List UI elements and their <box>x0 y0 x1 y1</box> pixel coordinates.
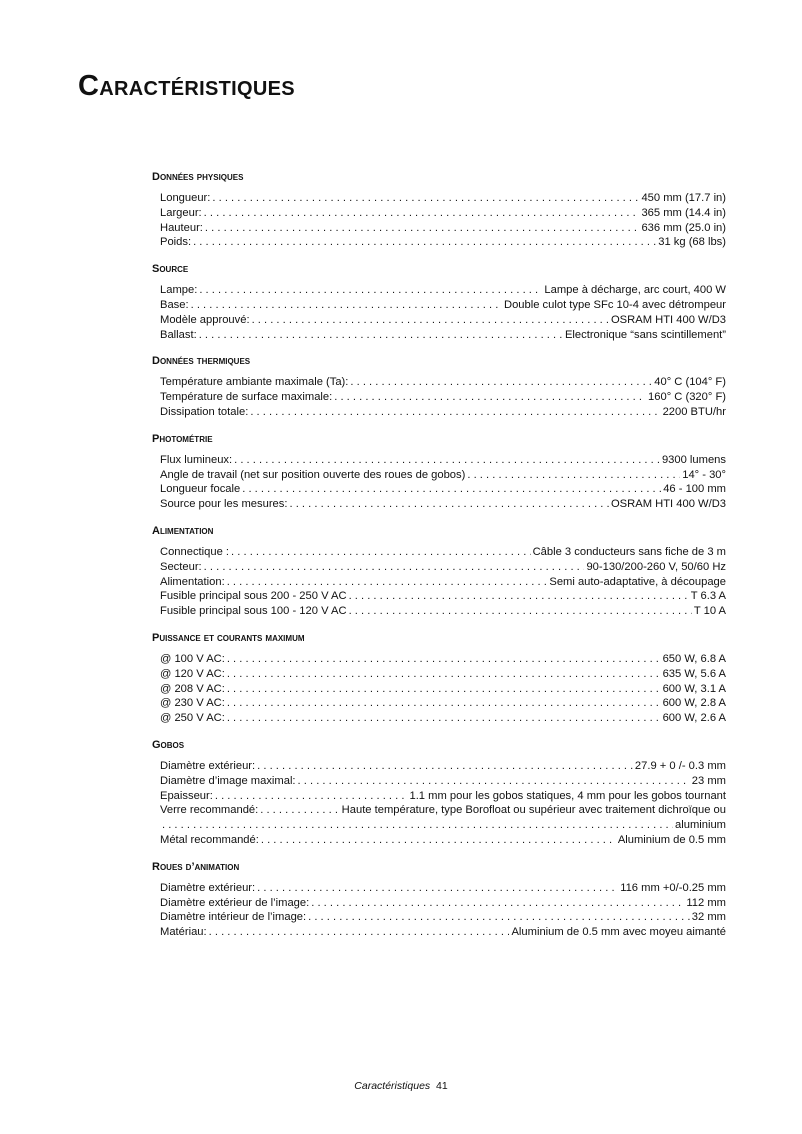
spec-row <box>160 910 726 925</box>
dot-leader <box>191 298 502 313</box>
spec-row <box>160 390 726 405</box>
spec-row <box>160 560 726 575</box>
dot-leader <box>204 560 585 575</box>
spec-label: Modèle approuvé: <box>160 313 250 326</box>
dot-leader <box>227 682 661 697</box>
spec-label: Longueur focale <box>160 483 241 496</box>
spec-value: 600 W, 2.6 A <box>662 712 726 725</box>
dot-leader <box>231 545 531 560</box>
spec-section <box>152 860 726 940</box>
spec-label: Hauteur: <box>160 221 203 234</box>
dot-leader <box>227 652 661 667</box>
spec-row <box>160 283 726 298</box>
spec-value: 650 W, 6.8 A <box>662 652 726 665</box>
spec-row <box>160 759 726 774</box>
dot-leader <box>289 497 609 512</box>
spec-label: Source pour les mesures: <box>160 498 288 511</box>
spec-value: 31 kg (68 lbs) <box>658 236 726 249</box>
spec-value: Double culot type SFc 10-4 avec détrompeur <box>503 298 726 311</box>
spec-row <box>160 206 726 221</box>
spec-label: Matériau: <box>160 926 207 939</box>
dot-leader <box>199 328 563 343</box>
spec-label: Base: <box>160 298 189 311</box>
dot-leader <box>467 468 680 483</box>
spec-label: Epaisseur: <box>160 789 213 802</box>
spec-row <box>160 711 726 726</box>
dot-leader <box>257 759 633 774</box>
spec-value: 450 mm (17.7 in) <box>641 192 726 204</box>
spec-label: Diamètre intérieur de l’image: <box>160 911 307 924</box>
dot-leader <box>252 313 609 328</box>
dot-leader <box>209 925 510 940</box>
spec-label: @ 208 V AC: <box>160 682 225 695</box>
dot-leader <box>349 589 689 604</box>
spec-row <box>160 881 726 896</box>
spec-label: Fusible principal sous 100 - 120 V AC <box>160 605 347 618</box>
spec-row <box>160 468 726 483</box>
section-heading: Source <box>152 263 189 276</box>
spec-value: T 10 A <box>693 605 726 618</box>
spec-value: 112 mm <box>686 896 726 909</box>
dot-leader <box>350 375 652 390</box>
spec-label: Longueur: <box>160 192 211 204</box>
spec-row <box>160 453 726 468</box>
section-heading: Puissance et courants maximum <box>152 631 305 644</box>
dot-leader <box>212 191 639 206</box>
spec-value: Semi auto-adaptative, à découpage <box>549 575 726 588</box>
dot-leader <box>334 390 646 405</box>
spec-value: 90-130/200-260 V, 50/60 Hz <box>586 560 726 573</box>
dot-leader <box>162 818 673 833</box>
spec-row <box>160 652 726 667</box>
spec-row <box>160 896 726 911</box>
spec-label: Fusible principal sous 200 - 250 V AC <box>160 590 347 603</box>
spec-section <box>152 170 726 250</box>
spec-label: Largeur: <box>160 206 202 219</box>
specifications <box>152 170 726 952</box>
spec-label: Lampe: <box>160 284 198 297</box>
spec-row <box>160 833 726 848</box>
spec-value: 32 mm <box>691 911 726 924</box>
spec-label: Diamètre extérieur: <box>160 759 256 772</box>
spec-value: Câble 3 conducteurs sans fiche de 3 m <box>532 545 726 558</box>
spec-value: 40° C (104° F) <box>654 376 726 389</box>
spec-value: Aluminium de 0.5 mm avec moyeu aimanté <box>511 926 726 939</box>
page-number: 41 <box>436 1080 448 1092</box>
spec-row <box>160 575 726 590</box>
spec-value: 14° - 30° <box>682 468 726 481</box>
spec-value: Electronique “sans scintillement” <box>564 328 726 341</box>
spec-row <box>160 803 726 818</box>
dot-leader <box>227 667 661 682</box>
spec-value: 9300 lumens <box>661 453 726 466</box>
spec-value: Lampe à décharge, arc court, 400 W <box>544 284 726 297</box>
spec-row <box>160 818 726 833</box>
spec-label: @ 100 V AC: <box>160 652 225 665</box>
spec-row <box>160 221 726 236</box>
spec-value: 365 mm (14.4 in) <box>641 206 726 219</box>
spec-label: Secteur: <box>160 560 202 573</box>
section-heading: Photométrie <box>152 432 213 445</box>
spec-value: 160° C (320° F) <box>648 391 726 404</box>
section-heading: Alimentation <box>152 524 214 537</box>
spec-value: Haute température, type Borofloat ou supérieur avec traitement dichroïque ou <box>341 804 726 817</box>
spec-value: 600 W, 2.8 A <box>662 697 726 710</box>
dot-leader <box>215 789 408 804</box>
page-footer <box>0 1080 802 1092</box>
spec-row <box>160 696 726 711</box>
spec-label: @ 230 V AC: <box>160 697 225 710</box>
spec-row <box>160 604 726 619</box>
dot-leader <box>260 803 339 818</box>
spec-label: Diamètre extérieur de l’image: <box>160 896 310 909</box>
page-title: Caractéristiques <box>78 70 295 102</box>
dot-leader <box>250 405 660 420</box>
spec-row <box>160 375 726 390</box>
dot-leader <box>298 774 690 789</box>
spec-label: @ 250 V AC: <box>160 712 225 725</box>
spec-row <box>160 405 726 420</box>
spec-row <box>160 298 726 313</box>
spec-row <box>160 667 726 682</box>
spec-label: Température de surface maximale: <box>160 391 333 404</box>
spec-section <box>152 631 726 726</box>
spec-value: 27.9 + 0 /- 0.3 mm <box>634 759 726 772</box>
spec-row <box>160 789 726 804</box>
spec-value: 1.1 mm pour les gobos statiques, 4 mm pour les gobos tournant <box>409 789 726 802</box>
spec-row <box>160 589 726 604</box>
dot-leader <box>204 206 640 221</box>
footer-title: Caractéristiques <box>354 1080 431 1092</box>
dot-leader <box>205 221 640 236</box>
spec-row <box>160 925 726 940</box>
dot-leader <box>227 696 661 711</box>
dot-leader <box>257 881 618 896</box>
spec-value: 600 W, 3.1 A <box>662 682 726 695</box>
spec-label: Métal recommandé: <box>160 833 259 846</box>
section-heading: Données thermiques <box>152 355 251 368</box>
spec-value: 23 mm <box>691 774 726 787</box>
dot-leader <box>349 604 692 619</box>
spec-value: OSRAM HTI 400 W/D3 <box>610 313 726 326</box>
spec-section <box>152 524 726 619</box>
spec-section <box>152 432 726 512</box>
dot-leader <box>234 453 660 468</box>
spec-label: @ 120 V AC: <box>160 667 225 680</box>
spec-row <box>160 774 726 789</box>
spec-section <box>152 262 726 342</box>
section-heading: Roues d’animation <box>152 860 240 873</box>
dot-leader <box>242 482 661 497</box>
spec-value: OSRAM HTI 400 W/D3 <box>610 498 726 511</box>
spec-value: 636 mm (25.0 in) <box>641 221 726 234</box>
spec-label: Diamètre extérieur: <box>160 881 256 894</box>
spec-row <box>160 313 726 328</box>
spec-row <box>160 545 726 560</box>
dot-leader <box>227 711 661 726</box>
spec-label: Alimentation: <box>160 575 225 588</box>
section-heading: Gobos <box>152 738 185 751</box>
spec-label: Poids: <box>160 236 192 249</box>
spec-label: Verre recommandé: <box>160 804 259 817</box>
spec-value: 46 - 100 mm <box>663 483 726 496</box>
spec-section <box>152 354 726 419</box>
spec-value: Aluminium de 0.5 mm <box>617 833 726 846</box>
spec-row <box>160 235 726 250</box>
spec-row <box>160 497 726 512</box>
spec-label: Ballast: <box>160 328 197 341</box>
spec-row <box>160 682 726 697</box>
section-heading: Données physiques <box>152 171 244 183</box>
spec-label: Dissipation totale: <box>160 405 249 418</box>
spec-value: 116 mm +0/-0.25 mm <box>620 881 726 894</box>
spec-value: 635 W, 5.6 A <box>662 667 726 680</box>
spec-label: Connectique : <box>160 545 230 558</box>
spec-section <box>152 738 726 848</box>
spec-row <box>160 482 726 497</box>
dot-leader <box>308 910 690 925</box>
spec-row <box>160 328 726 343</box>
spec-value: 2200 BTU/hr <box>662 405 726 418</box>
spec-label: Diamètre d’image maximal: <box>160 774 296 787</box>
dot-leader <box>199 283 542 298</box>
spec-row <box>160 191 726 206</box>
dot-leader <box>311 896 684 911</box>
dot-leader <box>227 575 548 590</box>
spec-value: T 6.3 A <box>690 590 726 603</box>
dot-leader <box>193 235 656 250</box>
spec-label: Flux lumineux: <box>160 453 233 466</box>
spec-label: Température ambiante maximale (Ta): <box>160 376 349 389</box>
spec-label: Angle de travail (net sur position ouverte des roues de gobos) <box>160 468 466 481</box>
spec-value: aluminium <box>675 819 726 832</box>
dot-leader <box>261 833 616 848</box>
